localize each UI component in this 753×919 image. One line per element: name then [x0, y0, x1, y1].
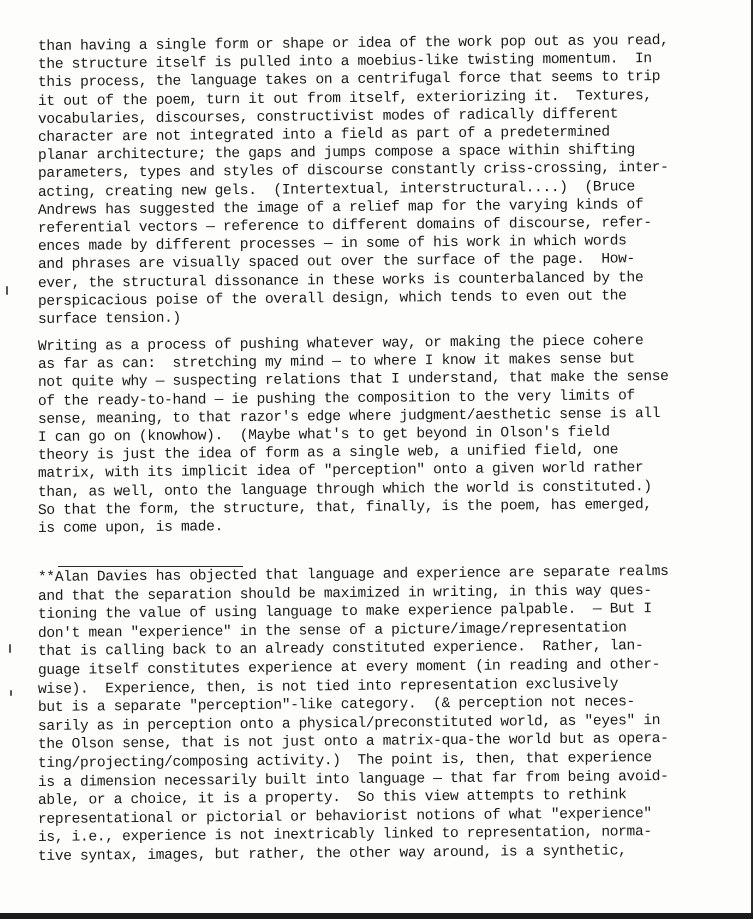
scan-speck [9, 644, 11, 653]
footnote-line: the Olson sense, that is not just onto a matrix-qua-the world but as opera- [37, 731, 669, 754]
text-line: Writing as a process of pushing whatever way, or making the piece cohere [37, 333, 644, 355]
scan-speck [6, 286, 8, 295]
footnote-line: tioning the value of using language to make experience palpable. — But I [37, 601, 652, 624]
text-line: matrix, with its implicit idea of "perception" onto a given world rather [37, 460, 644, 483]
text-line: this process, the language takes on a centrifugal force that seems to trip [37, 69, 661, 92]
text-line: of the ready-to-hand — ie pushing the composition to the very limits of [37, 387, 636, 410]
text-line: ever, the structural dissonance in these works is counterbalanced by the [37, 269, 644, 292]
footnote-line: that is calling back to an already constituted experience. Rather, lan- [37, 638, 644, 661]
footnote-line: but is a separate "perception"-like category. (& perception not neces- [37, 694, 635, 717]
text-line: referential vectors — reference to different domains of discourse, refer- [37, 215, 652, 238]
text-line: than, as well, onto the language through which the world is constituted.) [37, 478, 652, 501]
text-line: parameters, types and styles of discourse constantly criss-crossing, inter- [37, 160, 669, 183]
footnote-line: is a dimension necessarily built into language — that far from being avoid- [37, 768, 669, 791]
body-paragraph-1 [37, 32, 738, 329]
text-line: it out of the poem, turn it out from itself, exteriorizing it. Textures, [37, 87, 652, 110]
footnote-line: ting/projecting/composing activity.) The point is, then, that experience [37, 750, 652, 772]
text-line: perspicacious poise of the overall design, which tends to even out the [37, 288, 627, 310]
text-line: sense, meaning, to that razor's edge where judgment/aesthetic sense is all [37, 405, 661, 428]
footnote-line: guage itself constitutes experience at every moment (in reading and other- [37, 656, 661, 679]
text-line: is come upon, is made. [37, 519, 224, 538]
footnote-line: and that the separation should be maximized in writing, in this way ques- [37, 582, 652, 605]
footnote-line: **Alan Davies has objected that language and experience are separate realms [37, 563, 669, 586]
text-line: than having a single form or shape or idea of the work pop out as you read, [37, 32, 669, 55]
footnote-line: able, or a choice, it is a property. So this view attempts to rethink [37, 787, 627, 810]
footnote-line: sarily as in perception onto a physical/preconstituted world, as "eyes" in [37, 712, 661, 735]
scan-speck [10, 690, 12, 696]
footnote-line: wise). Experience, then, is not tied into representation exclusively [37, 675, 619, 698]
text-line: planar architecture; the gaps and jumps compose a space within shifting [37, 142, 636, 165]
text-line: as far as can: stretching my mind — to where I know it makes sense but [37, 351, 636, 374]
body-paragraph-2 [37, 333, 738, 538]
text-line: vocabularies, discourses, constructivist modes of radically different [37, 106, 619, 128]
text-line: the structure itself is pulled into a moebius-like twisting momentum. In [37, 51, 652, 74]
text-line: acting, creating new gels. (Intertextual, interstructural....) (Bruce [37, 178, 636, 201]
text-line: Andrews has suggested the image of a relief map for the varying kinds of [37, 197, 644, 219]
footnote-line: don't mean "experience" in the sense of a picture/image/representation [37, 620, 627, 642]
text-line: ences made by different processes — in some of his work in which words [37, 233, 627, 256]
text-line: and phrases are visually spaced out over the surface of the page. How- [37, 251, 636, 274]
text-line: surface tension.) [37, 310, 182, 329]
text-line: character are not integrated into a field as part of a predetermined [37, 124, 610, 147]
footnote-line: representational or pictorial or behaviorist notions of what "experience" [37, 805, 652, 828]
text-line: So that the form, the structure, that, finally, is the poem, has emerged, [37, 496, 652, 519]
footnote-line: is, i.e., experience is not inextricably linked to representation, norma- [37, 824, 652, 847]
text-line: theory is just the idea of form as a single web, a unified field, one [37, 442, 619, 465]
footnote-line: tive syntax, images, but rather, the other way around, is a synthetic, [37, 843, 627, 865]
text-line: I can go on (knowhow). (Maybe what's to get beyond in Olson's field [37, 424, 610, 447]
text-line: not quite why — suspecting relations that I understand, that make the sense [37, 369, 669, 392]
footnote [37, 563, 738, 867]
scan-edge-bottom [0, 913, 753, 919]
